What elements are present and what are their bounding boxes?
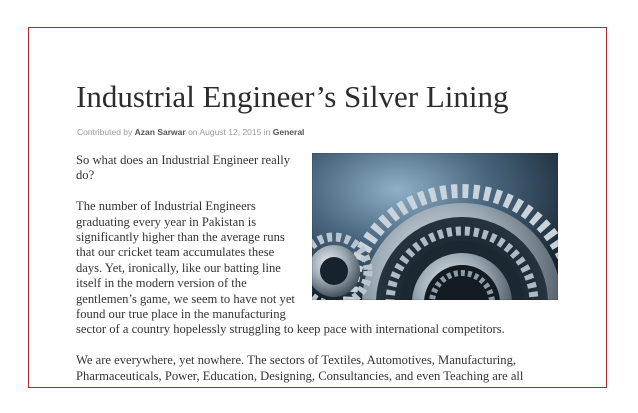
- author-link[interactable]: Azan Sarwar: [134, 127, 186, 137]
- article-meta: [77, 127, 304, 138]
- article-body: [76, 153, 560, 384]
- article-title: Industrial Engineer’s Silver Lining: [76, 79, 509, 114]
- paragraph-line: The number of Industrial Engineers: [76, 199, 256, 214]
- category-link[interactable]: General: [272, 127, 305, 137]
- paragraph-2: [76, 199, 560, 338]
- meta-prefix: Contributed by: [77, 127, 133, 137]
- paragraph-line: itself in the modern version of the: [76, 276, 247, 291]
- meta-date-prefix: on: [188, 127, 198, 137]
- page-frame: [28, 27, 607, 388]
- paragraph-line: significantly higher than the average runs: [76, 230, 285, 245]
- paragraph-1: [76, 153, 560, 184]
- paragraph-line: We are everywhere, yet nowhere. The sectors of Textiles, Automotives, Manufacturing,: [76, 353, 517, 368]
- meta-date: August 12, 2015: [199, 127, 262, 137]
- paragraph-line: graduating every year in Pakistan is: [76, 214, 257, 229]
- paragraph-line: do?: [76, 168, 95, 183]
- paragraph-line: sector of a country hopelessly struggling to keep pace with international competitors.: [76, 322, 505, 337]
- paragraph-line: So what does an Industrial Engineer really: [76, 153, 291, 167]
- paragraph-line: that our cricket team accumulates these: [76, 245, 275, 260]
- paragraph-line: found our true place in the manufacturing: [76, 307, 286, 322]
- paragraph-line: days. Yet, ironically, like our batting line: [76, 260, 281, 275]
- paragraph-line: Pharmaceuticals, Power, Education, Designing, Consultancies, and even Teaching are all: [76, 368, 524, 383]
- paragraph-line: gentlemen’s game, we seem to have not yet: [76, 291, 295, 306]
- paragraph-3: [76, 353, 560, 384]
- meta-category-prefix: in: [263, 127, 271, 137]
